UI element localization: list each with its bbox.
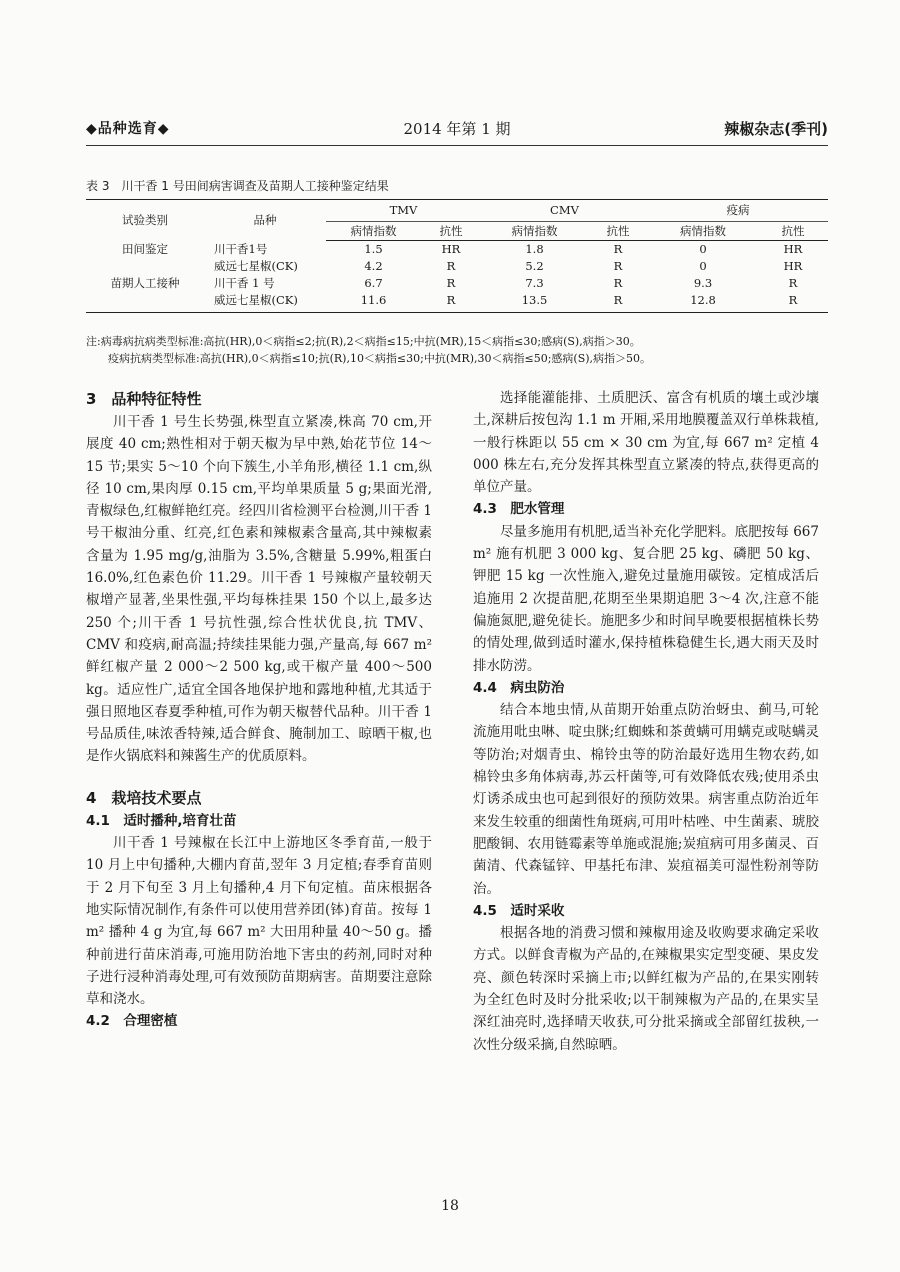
variety-cell: 川干香 1 号 xyxy=(214,276,275,290)
table-row xyxy=(86,292,828,313)
header-index: 病情指数 xyxy=(648,222,758,241)
section-4-4-body: 结合本地虫情,从苗期开始重点防治蚜虫、蓟马,可轮流施用吡虫啉、啶虫脒;红蜘蛛和茶黄螨可用螨克或哒螨灵等防治;对烟青虫、棉铃虫等的防治最好选用生物农药,如棉铃虫多角体病毒,苏云杆菌等,可有效降低农残;使用杀虫灯诱杀成虫也可起到很好的预防效果。病害重点防治近年来发生较重的细菌性角斑病,可用叶枯唑、中生菌素、琥胶肥酸铜、农用链霉素等单施或混施;炭疽病可用多菌灵、百菌清、代森锰锌、甲基托布津、炭疽福美可湿性粉剂等防治。 xyxy=(473,702,819,897)
section-4-3-body: 尽量多施用有机肥,适当补充化学肥料。底肥按每 667 m² 施有机肥 3 000 kg、复合肥 25 kg、磷肥 50 kg、钾肥 15 kg 一次性施入,避免过量施用碳铵。定植成活后追施用 2 次提苗肥,花期至坐果期追肥 3～4 次,注意不能偏施氮肥,避免徒长。施肥多少和时间早晚要根据植株长势的情处理,做到适时灌水,保持植株稳健生长,遇大雨天及时排水防涝。 xyxy=(473,523,819,674)
section-label: ◆品种选育◆ xyxy=(86,121,170,137)
variety-cell: 川干香1号 xyxy=(214,241,268,256)
table-caption: 表 3 川干香 1 号田间病害调查及苗期人工接种鉴定结果 xyxy=(86,179,389,193)
variety-cell: 威远七星椒(CK) xyxy=(204,292,326,313)
header-divider xyxy=(86,145,828,146)
tmv-index-cell: 6.7 xyxy=(364,276,383,290)
section-4-1-body: 川干香 1 号辣椒在长江中上游地区冬季育苗,一般于 10 月上中旬播种,大棚内育苗,翌年 3 月定植;春季育苗则于 2 月下旬至 3 月上旬播种,4 月下旬定植。苗床根据各地实际情况制作,有条件可以使用营养团(钵)育苗。按每 1 m² 播种 4 g 为宜,每 667 m² 大田用种量 40～50 g。播种前进行苗床消毒,可施用防治地下害虫的药剂,同时对种子进行浸种消毒处理,可有效预防苗期病害。苗期要注意除草和浇水。 xyxy=(86,835,432,1008)
header-variety: 品种 xyxy=(204,200,326,241)
running-header xyxy=(86,118,828,142)
section-4-5-heading: 4.5 适时采收 xyxy=(473,902,565,919)
blight-index-cell: 0 xyxy=(699,242,707,256)
header-resistance: 抗性 xyxy=(758,222,828,241)
blight-resistance-cell: HR xyxy=(783,259,803,273)
section-3-heading: 3 品种特征特性 xyxy=(86,390,202,408)
section-4-heading: 4 栽培技术要点 xyxy=(86,788,202,807)
trial-type-cell xyxy=(86,292,204,313)
trial-type-cell xyxy=(86,258,204,275)
section-4-5-body: 根据各地的消费习惯和辣椒用途及收购要求确定采收方式。以鲜食青椒为产品的,在辣椒果实定型变硬、果皮发亮、颜色转深时采摘上市;以鲜红椒为产品的,在果实刚转为全红色时及时分批采收;以干制辣椒为产品的,在果实呈深红油亮时,选择晴天收获,可分批采摘或全部留红拔秧,一次性分级采摘,自然晾晒。 xyxy=(473,925,819,1053)
section-3-body: 川干香 1 号生长势强,株型直立紧凑,株高 70 cm,开展度 40 cm;熟性相对于朝天椒为早中熟,始花节位 14～15 节;果实 5～10 个向下簇生,小羊角形,横径 1.1 cm,纵径 10 cm,果肉厚 0.15 cm,平均单果质量 5 g;果面光滑,青椒绿色,红椒鲜艳红亮。经四川省检测平台检测,川干香 1 号干椒油分重、红亮,红色素和辣椒素含量高,其中辣椒素含量为 1.95 mg/g,油脂为 3.5%,含糖量 5.99%,粗蛋白 16.0%,红色素色价 11.29。川干香 1 号辣椒产量较朝天椒增产显著,坐果性强,平均每株挂果 150 个以上,最多达 250 个;川干香 1 号抗性强,综合性状优良,抗 TMV、CMV 和疫病,耐高温;持续挂果能力强,产量高,每 667 m² 鲜红椒产量 2 000～2 500 kg,或干椒产量 400～500 kg。适应性广,适宜全国各地保护地和露地种植,尤其适于强日照地区春夏季种植,可作为朝天椒替代品种。川干香 1 号品质佳,味浓香特辣,适合鲜食、腌制加工、晾晒干椒,也是作火锅底料和辣酱生产的优质原料。 xyxy=(86,414,432,765)
tmv-resistance-cell: R xyxy=(446,276,456,290)
tmv-resistance-cell: R xyxy=(421,292,481,313)
section-4-2-heading: 4.2 合理密植 xyxy=(86,1013,178,1030)
header-index: 病情指数 xyxy=(481,222,588,241)
table-row xyxy=(86,241,828,259)
issue-label: 2014 年第 1 期 xyxy=(403,120,511,138)
left-column xyxy=(86,387,432,1033)
cmv-resistance-cell: R xyxy=(613,259,623,273)
header-trial-type: 试验类别 xyxy=(86,200,204,241)
blight-resistance-cell: R xyxy=(758,292,828,313)
blight-index-cell: 9.3 xyxy=(693,276,713,290)
tmv-index-cell: 1.5 xyxy=(364,242,383,256)
variety-cell: 威远七星椒(CK) xyxy=(214,259,298,273)
right-column xyxy=(473,387,819,1056)
blight-resistance-note: 疫病抗病类型标准:高抗(HR),0＜病指≤10;抗(R),10＜病指≤30;中抗(MR),30＜病指≤50;感病(S),病指＞50。 xyxy=(108,352,652,365)
section-4-3-heading: 4.3 肥水管理 xyxy=(473,501,565,518)
cmv-resistance-cell: R xyxy=(588,292,648,313)
blight-index-cell: 0 xyxy=(699,259,707,273)
cmv-index-cell: 7.3 xyxy=(525,276,544,290)
virus-resistance-note: 注:病毒病抗病类型标准:高抗(HR),0＜病指≤2;抗(R),2＜病指≤15;中抗(MR),15＜病指≤30;感病(S),病指＞30。 xyxy=(86,335,641,348)
tmv-resistance-cell: R xyxy=(446,259,456,273)
page-number: 18 xyxy=(441,1198,459,1214)
tmv-resistance-cell: HR xyxy=(441,242,461,256)
cmv-resistance-cell: R xyxy=(613,242,623,256)
cmv-index-cell: 13.5 xyxy=(481,292,588,313)
blight-resistance-cell: HR xyxy=(783,242,803,256)
trial-type-cell: 田间鉴定 xyxy=(122,241,168,256)
tmv-index-cell: 4.2 xyxy=(364,259,383,273)
header-tmv: TMV xyxy=(326,200,481,222)
trial-type-cell: 苗期人工接种 xyxy=(110,276,180,290)
table-row xyxy=(86,258,828,275)
blight-resistance-cell: R xyxy=(788,276,798,290)
section-4-4-heading: 4.4 病虫防治 xyxy=(473,679,565,696)
section-4-2-body: 选择能灌能排、土质肥沃、富含有机质的壤土或沙壤土,深耕后按包沟 1.1 m 开厢,采用地膜覆盖双行单株栽植,一般行株距以 55 cm × 30 cm 为宜,每 667 m² 定植 4 000 株左右,充分发挥其株型直立紧凑的特点,获得更高的单位产量。 xyxy=(473,390,819,496)
header-blight: 疫病 xyxy=(648,200,828,222)
blight-index-cell: 12.8 xyxy=(648,292,758,313)
tmv-index-cell: 11.6 xyxy=(326,292,421,313)
header-index: 病情指数 xyxy=(326,222,421,241)
cmv-resistance-cell: R xyxy=(613,276,623,290)
header-resistance: 抗性 xyxy=(588,222,648,241)
cmv-index-cell: 5.2 xyxy=(525,259,544,273)
header-cmv: CMV xyxy=(481,200,648,222)
section-4-1-heading: 4.1 适时播种,培育壮苗 xyxy=(86,812,237,829)
header-resistance: 抗性 xyxy=(421,222,481,241)
table-row xyxy=(86,275,828,292)
disease-resistance-table xyxy=(86,199,828,313)
cmv-index-cell: 1.8 xyxy=(525,242,544,256)
table-note xyxy=(86,333,828,367)
journal-name: 辣椒杂志(季刊) xyxy=(724,120,828,138)
